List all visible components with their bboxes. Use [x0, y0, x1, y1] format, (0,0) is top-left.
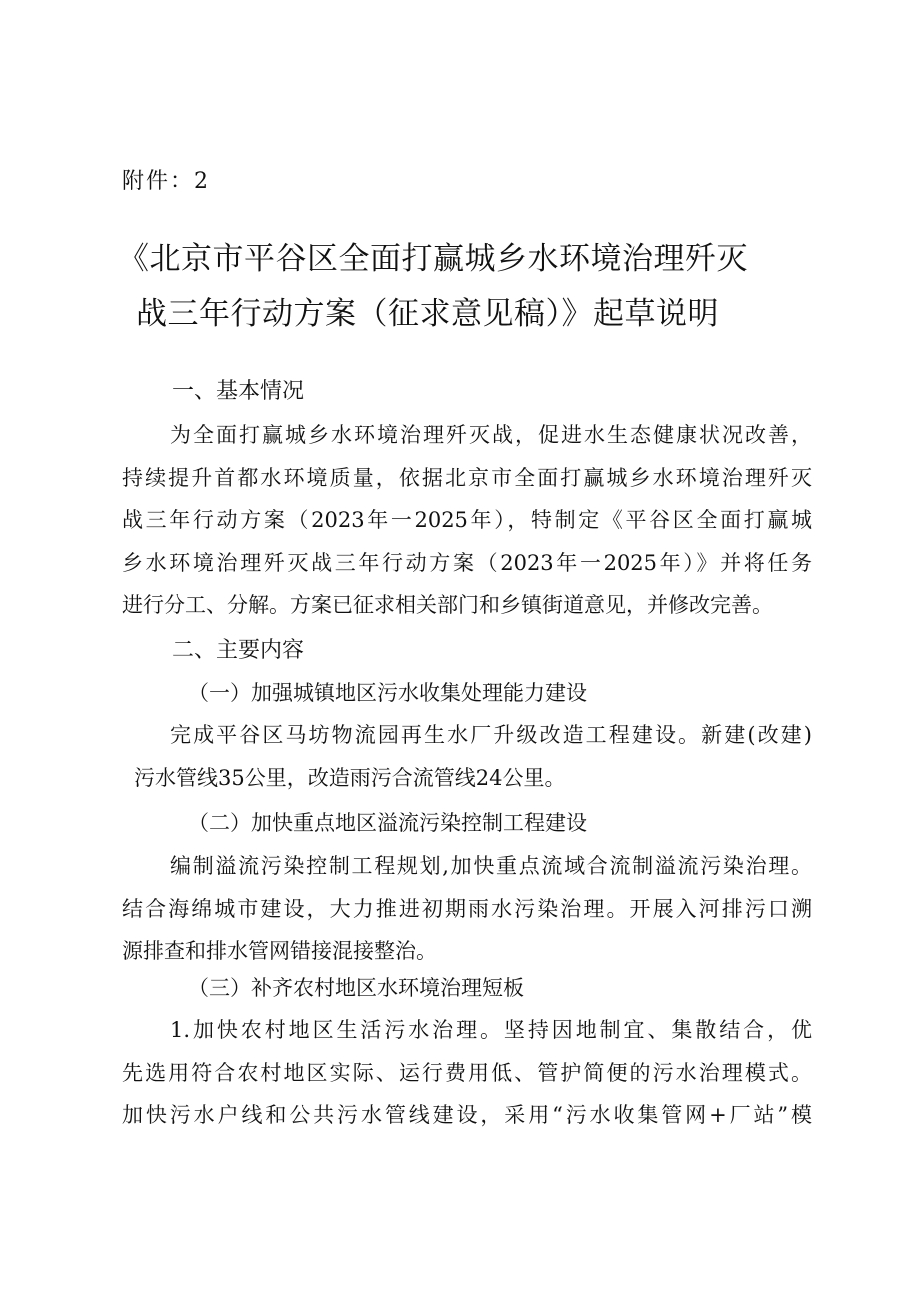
- title-line-1: 《北京市平谷区全面打赢城乡水环境治理歼灭: [118, 241, 748, 277]
- paragraph-line: 进行分工、分解。方案已征求相关部门和乡镇街道意见，并修改完善。: [122, 593, 773, 617]
- section-heading-basic: 一、基本情况: [172, 379, 305, 404]
- subsection-2-paragraph: [122, 845, 812, 973]
- paragraph-line: 源排查和排水管网错接混接整治。: [122, 939, 437, 963]
- paragraph-line: 持续提升首都水环境质量，依据北京市全面打赢城乡水环境治理歼灭: [122, 465, 812, 490]
- subsection-title-1: （一）加强城镇地区污水收集处理能力建设: [188, 681, 587, 705]
- subsection-1-paragraph: [122, 714, 812, 799]
- subsection-title-3: （三）补齐农村地区水环境治理短板: [188, 976, 524, 1000]
- document-title: [118, 232, 838, 342]
- paragraph-line: 为全面打赢城乡水环境治理歼灭战，促进水生态健康状况改善，: [170, 423, 812, 447]
- paragraph-line: 结合海绵城市建设，大力推进初期雨水污染治理。开展入河排污口溯: [122, 896, 812, 921]
- section-heading-main: 二、主要内容: [172, 638, 305, 663]
- paragraph-line: 先选用符合农村地区实际、运行费用低、管护简便的污水治理模式。: [122, 1060, 812, 1085]
- paragraph-line: 编制溢流污染控制工程规划,加快重点流域合流制溢流污染治理。: [170, 854, 812, 878]
- paragraph-line: 战三年行动方案（2023年一2025年），特制定《平谷区全面打赢城: [122, 508, 812, 532]
- paragraph-line: 加快污水户线和公共污水管线建设，采用“污水收集管网+厂站”模: [122, 1103, 812, 1127]
- attachment-label: 附件：2: [122, 169, 210, 194]
- title-line-2: 战三年行动方案（征求意见稿）》起草说明: [136, 296, 719, 332]
- subsection-3-paragraph: [122, 1009, 812, 1137]
- paragraph-line: 乡水环境治理歼灭战三年行动方案（2023年一2025年）》并将任务: [122, 550, 812, 575]
- section-basic-paragraph: [122, 414, 812, 627]
- paragraph-line: 1.加快农村地区生活污水治理。坚持因地制宜、集散结合，优: [170, 1018, 812, 1042]
- paragraph-line: 完成平谷区马坊物流园再生水厂升级改造工程建设。新建(改建): [170, 723, 812, 747]
- subsection-title-2: （二）加快重点地区溢流污染控制工程建设: [188, 811, 587, 835]
- paragraph-line: 污水管线35公里，改造雨污合流管线24公里。: [134, 765, 566, 790]
